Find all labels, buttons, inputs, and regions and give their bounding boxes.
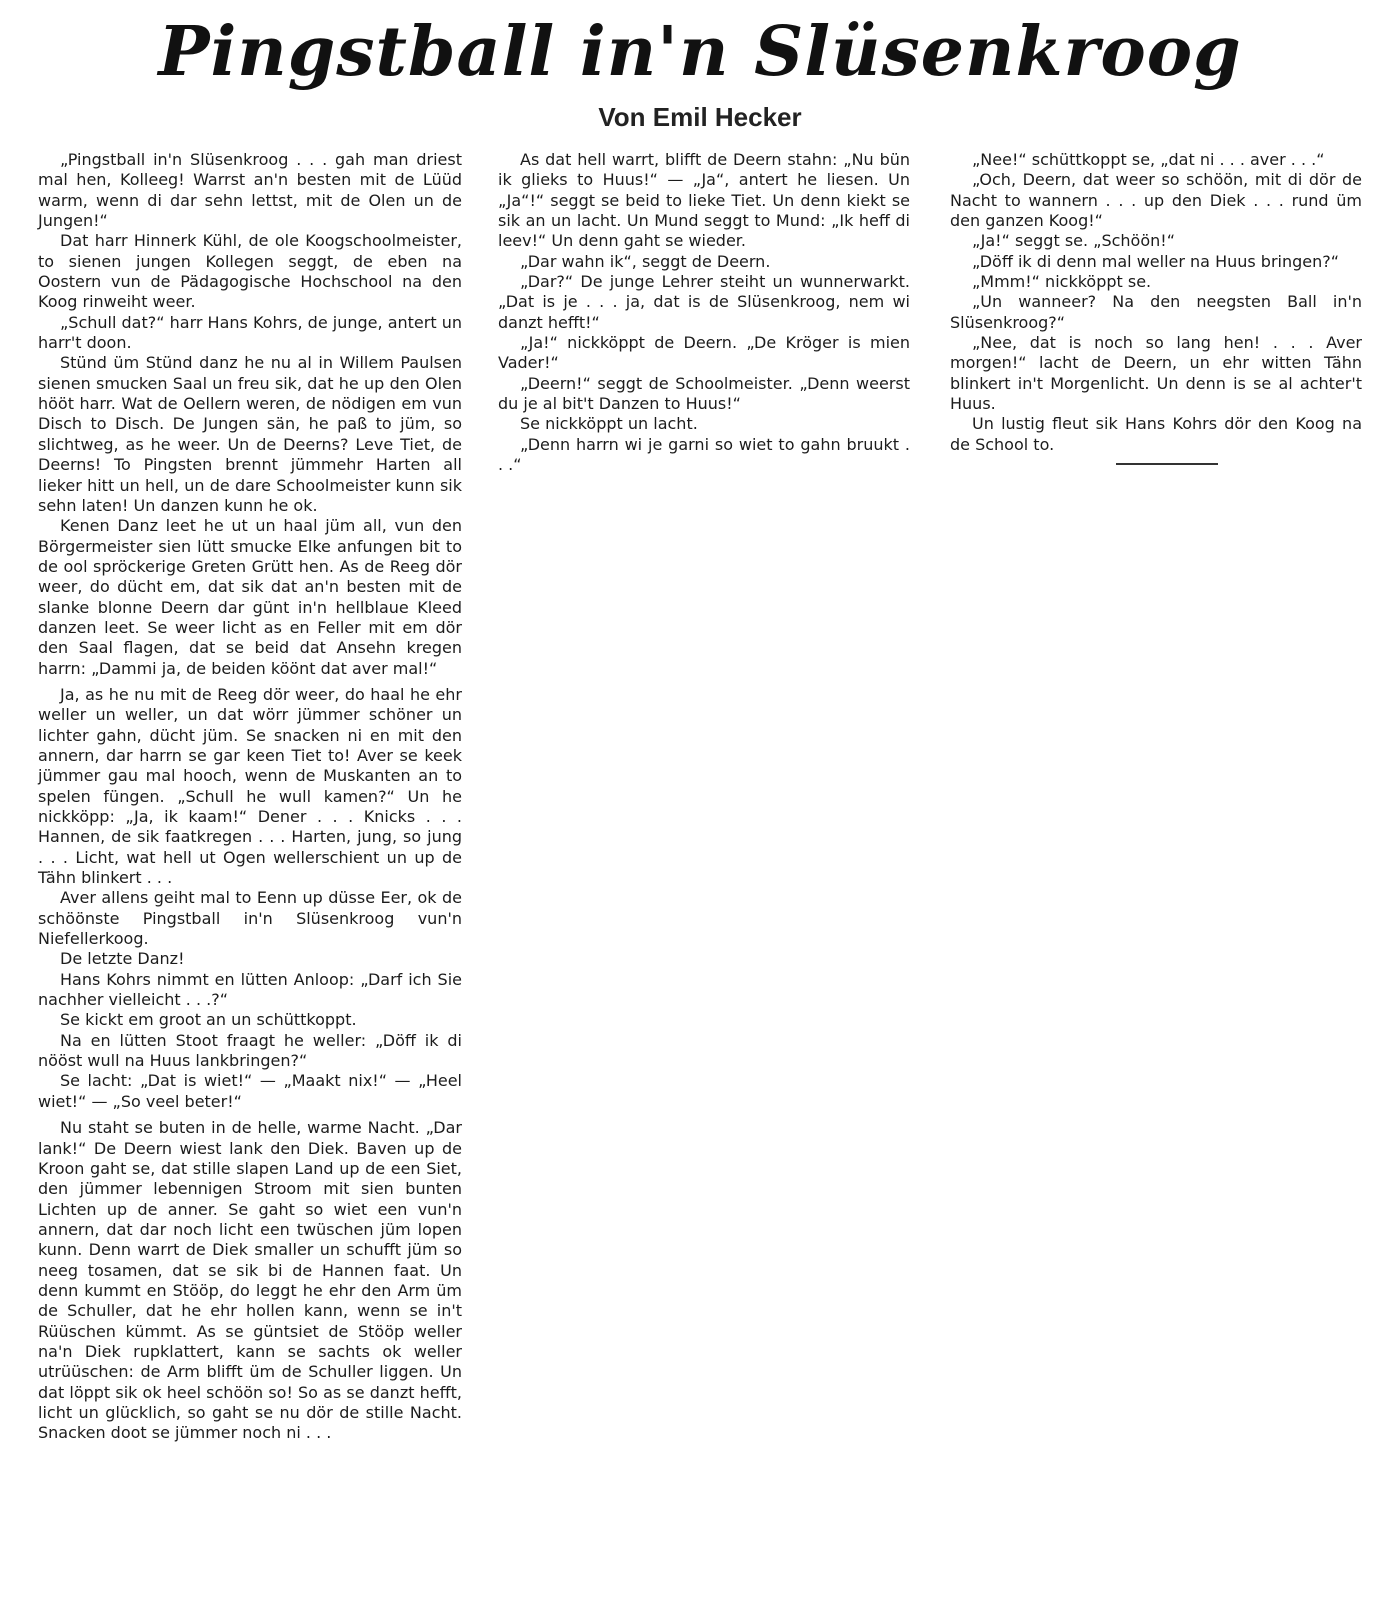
paragraph: „Dar wahn ik“, seggt de Deern. (520, 251, 771, 271)
paragraph: „Ja!“ seggt se. „Schöön!“ (972, 231, 1175, 251)
paragraph: „Schull dat?“ harr Hans Kohrs, de junge, antert un harr't doon. (38, 312, 462, 353)
paragraph: De letzte Danz! (60, 949, 185, 969)
paragraph: Se nickköppt un lacht. (520, 414, 698, 434)
paragraph: „Mmm!“ nickköppt se. (972, 272, 1152, 292)
paragraph: Stünd üm Stünd danz he nu al in Willem Paulsen sienen smucken Saal un freu sik, dat he up den Olen hööt harr. Wat de Oellern weren, de nödigen em vun Disch to Disch. De Jungen sän, he paß to jüm, so slichtweg, as he weer. Un de Deerns? Leve Tiet, de Deerns! To Pingsten brennt jümmehr Harten all lieker hitt un hell, un de dare Schoolmeister kunn sik sehn laten! Un danzen kunn he ok. (38, 353, 462, 515)
paragraph: Nu staht se buten in de helle, warme Nacht. „Dar lank!“ De Deern wiest lank den Diek. Baven up de Kroon gaht se, dat stille slapen Land up de een Siet, den jümmer lebennigen Stroom mit sien bunten Lichten up de anner. Se gaht so wiet een vun'n annern, dat dar noch licht een twüschen jüm lopen kunn. Denn warrt de Diek smaller un schufft jüm so neeg tosamen, dat se sik bi de Hannen faat. Un denn kummt en Stööp, do leggt he ehr den Arm üm de Schuller, dat he ehr hollen kann, wenn se in't Rüüschen kümmt. As se güntsiet de Stööp weller na'n Diek rupklattert, kann se sachts ok weller utrüüschen: de Arm blifft üm de Schuller liggen. Un dat löppt sik ok heel schöön so! So as se danzt hefft, licht un glücklich, so gaht se nu dör de stille Nacht. Snacken doot se jümmer noch ni . . . (38, 1118, 462, 1443)
paragraph: „Döff ik di denn mal weller na Huus bringen?“ (972, 251, 1340, 271)
paragraph: Kenen Danz leet he ut un haal jüm all, vun den Börgermeister sien lütt smucke Elke anfungen bit to de ool spröckerige Greten Grütt hen. As de Reeg dör weer, do dücht em, dat sik dat an'n besten mit de slanke blonne Deern dar günt in'n hellblaue Kleed danzen leet. Se weer licht as en Feller mit em dör den Saal flagen, dat se beid dat Ansehn kregen harrn: „Dammi ja, de beiden köönt dat aver mal!“ (38, 516, 462, 678)
paragraph: „Nee!“ schüttkoppt se, „dat ni . . . aver . . .“ (972, 150, 1325, 169)
text-column-1 (38, 150, 462, 1444)
paragraph: „Nee, dat is noch so lang hen! . . . Aver morgen!“ lacht de Deern, un ehr witten Tähn blinkert in't Morgenlicht. Un denn is se al achter't Huus. (950, 333, 1362, 414)
paragraph: Dat harr Hinnerk Kühl, de ole Koogschoolmeister, to sienen jungen Kollegen seggt, de eben na Oostern vun de Pädagogische Hochschool na den Koog rinweiht weer. (38, 231, 462, 312)
paragraph: As dat hell warrt, blifft de Deern stahn: „Nu bün ik glieks to Huus!“ — „Ja“, antert he liesen. Un „Ja“!“ seggt se beid to lieke Tiet. Un denn kiekt se sik an un lacht. Un Mund seggt to Mund: „Ik heff di leev!“ Un denn gaht se wieder. (498, 150, 910, 251)
paragraph: Se lacht: „Dat is wiet!“ — „Maakt nix!“ — „Heel wiet!“ — „So veel beter!“ (38, 1071, 462, 1111)
paragraph: Hans Kohrs nimmt en lütten Anloop: „Darf ich Sie nachher vielleicht . . .?“ (38, 969, 462, 1010)
paragraph: Ja, as he nu mit de Reeg dör weer, do haal he ehr weller un weller, un dat wörr jümmer schöner un lichter gahn, dücht jüm. Se snacken ni en mit den annern, dar harrn se gar keen Tiet to! Aver se keek jümmer gau mal hooch, wenn de Muskanten an to spelen füngen. „Schull he wull kamen?“ Un he nickköpp: „Ja, ik kaam!“ Dener . . . Knicks . . . Hannen, de sik faatkregen . . . Harten, jung, so jung . . . Licht, wat hell ut Ogen wellerschient un up de Tähn blinkert . . . (38, 684, 462, 888)
paragraph: Un lustig fleut sik Hans Kohrs dör den Koog na de School to. (950, 414, 1362, 454)
article-byline: Von Emil Hecker (598, 102, 802, 132)
paragraph: „Ja!“ nickköppt de Deern. „De Kröger is mien Vader!“ (498, 333, 910, 373)
paragraph: „Denn harrn wi je garni so wiet to gahn bruukt . . .“ (498, 434, 910, 475)
paragraph: „Un wanneer? Na den neegsten Ball in'n Slüsenkroog?“ (950, 292, 1362, 332)
text-column-2 (498, 150, 910, 476)
end-rule-divider (1116, 463, 1218, 465)
paragraph: Se kickt em groot an un schüttkoppt. (60, 1010, 357, 1030)
article-title: Pingstball in'n Slüsenkroog (158, 12, 1242, 92)
paragraph: „Och, Deern, dat weer so schöön, mit di dör de Nacht to wannern . . . up den Diek . . . rund üm den ganzen Koog!“ (950, 170, 1362, 231)
paragraph: „Pingstball in'n Slüsenkroog . . . gah man driest mal hen, Kolleeg! Warrst an'n besten mit de Lüüd warm, wenn di dar sehn lettst, mit de Olen un de Jungen!“ (38, 150, 462, 231)
text-column-3 (950, 150, 1362, 465)
paragraph: Na en lütten Stoot fraagt he weller: „Döff ik di nööst wull na Huus lankbringen?“ (38, 1030, 462, 1071)
paragraph: „Dar?“ De junge Lehrer steiht un wunnerwarkt. „Dat is je . . . ja, dat is de Slüsenkroog, nem wi danzt hefft!“ (498, 272, 910, 332)
paragraph: Aver allens geiht mal to Eenn up düsse Eer, ok de schöönste Pingstball in'n Slüsenkroog vun'n Niefellerkoog. (38, 888, 462, 949)
paragraph: „Deern!“ seggt de Schoolmeister. „Denn weerst du je al bit't Danzen to Huus!“ (498, 373, 910, 414)
